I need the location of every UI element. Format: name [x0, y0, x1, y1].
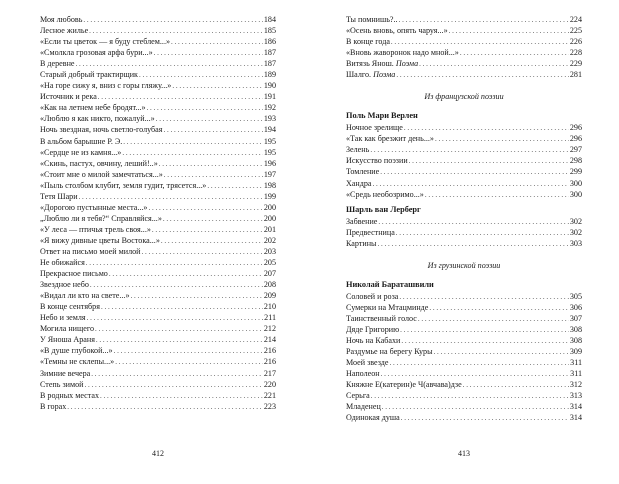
dot-leader	[123, 137, 263, 148]
toc-entry-title: «Пыль столбом клубит, земля гудит, трясется...»	[40, 180, 207, 190]
toc-entry-page: 216	[263, 357, 276, 367]
toc-entry	[40, 58, 276, 69]
toc-entry-title: Моей звезде	[346, 358, 389, 368]
dot-leader	[154, 48, 263, 59]
toc-entry-title: «Как на летнем небе бродят...»	[40, 103, 146, 113]
toc-entry	[346, 166, 582, 177]
dot-leader	[86, 258, 263, 269]
toc-group-lerberghe	[346, 216, 582, 249]
dot-leader	[396, 70, 569, 81]
toc-entry-title: Источник и река	[40, 92, 97, 102]
toc-entry-page: 200	[263, 213, 276, 223]
toc-group-top	[346, 14, 582, 80]
toc-entry-page: 187	[263, 59, 276, 69]
toc-entry	[40, 345, 276, 356]
toc-entry-page: 201	[263, 224, 276, 234]
dot-leader	[377, 239, 568, 250]
toc-entry	[346, 291, 582, 302]
dot-leader	[101, 302, 263, 313]
toc-entry-page: 223	[263, 401, 276, 411]
toc-entry	[40, 14, 276, 25]
toc-entry	[40, 312, 276, 323]
toc-entry-page: 191	[263, 92, 276, 102]
toc-entry-page: 185	[263, 26, 276, 36]
toc-entry-page: 192	[263, 103, 276, 113]
toc-entry	[346, 155, 582, 166]
toc-entry-page: 209	[263, 291, 276, 301]
toc-entry	[346, 144, 582, 155]
toc-entry-page: 311	[570, 369, 582, 379]
dot-leader	[400, 325, 569, 336]
toc-entry-title: «Так как брезжит день...»	[346, 134, 434, 144]
toc-entry	[346, 178, 582, 189]
section-title-georgian: Из грузинской поэзии	[427, 260, 501, 270]
toc-entry	[40, 235, 276, 246]
toc-entry-title: «Темны не склепы...»	[40, 357, 115, 367]
toc-entry	[346, 25, 582, 36]
toc-entry-page: 298	[569, 156, 582, 166]
toc-entry-page: 212	[263, 324, 276, 334]
toc-entry-title: Небо и земля	[40, 313, 86, 323]
toc-entry	[40, 301, 276, 312]
toc-entry-title: В горах	[40, 401, 67, 411]
toc-entry	[346, 412, 582, 423]
toc-entry	[40, 202, 276, 213]
dot-leader	[434, 347, 569, 358]
toc-entry-page: 308	[569, 324, 582, 334]
toc-entry-page: 211	[264, 313, 276, 323]
dot-leader	[67, 402, 263, 413]
toc-entry-page: 189	[263, 70, 276, 80]
dot-leader	[163, 214, 263, 225]
toc-entry	[346, 238, 582, 249]
toc-entry	[40, 136, 276, 147]
toc-entry-page: 205	[263, 258, 276, 268]
toc-entry-title: «В душе глубокой...»	[40, 346, 113, 356]
dot-leader	[152, 225, 263, 236]
toc-entry	[346, 69, 582, 80]
dot-leader	[449, 26, 569, 37]
toc-entry-title: «Я вижу дивные цветы Востока...»	[40, 235, 160, 245]
toc-entry-page: 281	[569, 70, 582, 80]
toc-entry-title: «Если ты цветок — я буду стеблем...»	[40, 37, 171, 47]
dot-leader	[378, 217, 568, 228]
dot-leader	[141, 247, 262, 258]
toc-entry-title: Забвение	[346, 216, 378, 226]
toc-entry-title: Прекрасное письмо	[40, 269, 108, 279]
toc-entry-title: Зимние вечера	[40, 368, 91, 378]
toc-entry-title: У Янoша Араня	[40, 335, 95, 345]
toc-entry	[40, 80, 276, 91]
dot-leader	[460, 48, 569, 59]
dot-leader	[83, 15, 262, 26]
toc-entry-page: 306	[569, 302, 582, 312]
toc-entry-page: 184	[263, 15, 276, 24]
toc-group-verlaine	[346, 122, 582, 199]
toc-entry	[40, 69, 276, 80]
page-number-left: 412	[152, 449, 164, 458]
toc-group-baratashvili	[346, 291, 582, 424]
dot-leader	[172, 81, 263, 92]
dot-leader	[95, 324, 263, 335]
toc-entry	[40, 356, 276, 367]
toc-entry-title: Одинокая душа	[346, 413, 400, 423]
toc-entry-page: 208	[263, 280, 276, 290]
toc-entry-title: Картины	[346, 238, 377, 248]
dot-leader	[382, 402, 569, 413]
toc-entry-title: «Вновь жаворонок надо мной...»	[346, 48, 459, 58]
toc-entry-page: 207	[263, 269, 276, 279]
dot-leader	[418, 314, 569, 325]
toc-entry-page: 312	[569, 380, 582, 390]
toc-entry-page: 311	[570, 358, 582, 368]
dot-leader	[161, 236, 263, 247]
toc-entry	[346, 36, 582, 47]
toc-entry-title: Ночь звездная, ночь светло-голубая	[40, 125, 163, 135]
toc-entry-page: 187	[263, 48, 276, 58]
toc-entry-title: «Скинь, пастух, овчину, леший!..»	[40, 158, 158, 168]
dot-leader	[156, 114, 263, 125]
toc-entry	[40, 334, 276, 345]
toc-entry-page: 228	[569, 48, 582, 58]
toc-entry-page: 314	[569, 402, 582, 412]
toc-entry	[346, 346, 582, 357]
toc-entry-page: 220	[263, 379, 276, 389]
toc-entry-title: Звездное небо	[40, 280, 89, 290]
toc-entry-page: 303	[569, 238, 582, 248]
toc-entry-title: Не обижайся	[40, 258, 85, 268]
toc-entry-page: 300	[569, 178, 582, 188]
toc-entry-title: Томление	[346, 167, 380, 177]
toc-entry-title: Дяде Григорию	[346, 324, 400, 334]
dot-leader	[435, 134, 569, 145]
toc-entry-page: 198	[263, 180, 276, 190]
dot-leader	[409, 156, 569, 167]
toc-entry-title: Шалго. Поэма	[346, 70, 396, 80]
toc-entry	[40, 390, 276, 401]
author-lerberghe: Шарль ван Лерберг	[346, 204, 421, 214]
toc-entry-title: Зелень	[346, 145, 370, 155]
toc-entry-page: 186	[263, 37, 276, 47]
toc-entry	[40, 368, 276, 379]
toc-entry	[346, 302, 582, 313]
dot-leader	[171, 37, 263, 48]
toc-entry-page: 296	[569, 134, 582, 144]
toc-entry	[40, 213, 276, 224]
toc-entry-title: В конце года	[346, 37, 390, 47]
toc-entry	[40, 124, 276, 135]
toc-entry	[40, 91, 276, 102]
toc-entry	[40, 290, 276, 301]
toc-entry	[40, 113, 276, 124]
toc-entry	[346, 368, 582, 379]
dot-leader	[425, 190, 569, 201]
dot-leader	[96, 335, 263, 346]
toc-entry-title: Ночь на Кабахи	[346, 335, 401, 345]
toc-entry-title: «Средь необозримо...»	[346, 189, 424, 199]
dot-leader	[419, 59, 569, 70]
toc-entry-title: Раздумье на берегу Куры	[346, 346, 433, 356]
toc-entry-page: 313	[569, 391, 582, 401]
toc-entry-title: Сумерки на Мтацминде	[346, 302, 429, 312]
toc-entry-page: 197	[263, 169, 276, 179]
toc-entry-page: 224	[569, 15, 582, 24]
toc-entry-title: «Осень вновь, опять чаруя...»	[346, 26, 448, 36]
toc-entry	[40, 36, 276, 47]
toc-entry-page: 217	[263, 368, 276, 378]
toc-entry-title: В конце сентября	[40, 302, 100, 312]
toc-entry-page: 199	[263, 191, 276, 201]
toc-entry	[346, 216, 582, 227]
toc-entry-page: 296	[569, 123, 582, 133]
toc-entry	[40, 246, 276, 257]
toc-entry	[40, 257, 276, 268]
toc-entry-title: Степь зимой	[40, 379, 84, 389]
toc-entry	[346, 47, 582, 58]
toc-entry	[40, 224, 276, 235]
dot-leader	[390, 358, 570, 369]
toc-entry-page: 190	[263, 81, 276, 91]
toc-entry-title: Могила нищего	[40, 324, 95, 334]
dot-leader	[159, 159, 263, 170]
dot-leader	[429, 303, 568, 314]
toc-entry-page: 195	[263, 136, 276, 146]
toc-entry-page: 302	[569, 227, 582, 237]
toc-entry	[346, 189, 582, 200]
toc-entry-page: 225	[569, 26, 582, 36]
toc-entry	[40, 379, 276, 390]
toc-entry-title: Лесное жилье	[40, 26, 89, 36]
toc-entry-page: 300	[569, 189, 582, 199]
toc-entry	[346, 58, 582, 69]
toc-entry	[40, 323, 276, 334]
toc-entry-title: «Видал ли кто на свете...»	[40, 291, 130, 301]
toc-entry-page: 210	[263, 302, 276, 312]
toc-entry-page: 194	[263, 125, 276, 135]
left-page	[40, 0, 276, 484]
toc-entry-page: 309	[569, 346, 582, 356]
toc-entry	[346, 14, 582, 25]
dot-leader	[207, 181, 263, 192]
right-page	[346, 0, 582, 484]
toc-entry-title: Старый добрый трактирщик	[40, 70, 138, 80]
toc-entry	[346, 390, 582, 401]
dot-leader	[164, 125, 263, 136]
toc-entry-page: 314	[569, 413, 582, 423]
toc-entry	[346, 133, 582, 144]
toc-entry-title: «Люблю я как никто, пожалуй...»	[40, 114, 155, 124]
toc-entry	[40, 25, 276, 36]
toc-entry-title: «Дорогою пустынные места...»	[40, 202, 148, 212]
toc-entry-page: 195	[263, 147, 276, 157]
toc-entry	[40, 147, 276, 158]
dot-leader	[115, 357, 263, 368]
toc-entry	[40, 401, 276, 412]
toc-entry-title: Предвестница	[346, 227, 395, 237]
dot-leader	[131, 291, 263, 302]
dot-leader	[85, 380, 263, 391]
toc-entry-page: 297	[569, 145, 582, 155]
toc-entry-title: Соловей и роза	[346, 291, 399, 301]
toc-entry	[40, 268, 276, 279]
toc-entry	[346, 227, 582, 238]
toc-entry-title: Моя любовь	[40, 15, 83, 24]
toc-entry-page: 216	[263, 346, 276, 356]
toc-entry	[40, 279, 276, 290]
toc-entry-title: «На горе сижу я, вниз с горы гляжу...»	[40, 81, 172, 91]
dot-leader	[396, 228, 569, 239]
dot-leader	[148, 203, 262, 214]
toc-entry-title: „Люблю ли я тебя?“ Справляйся...»	[40, 213, 162, 223]
toc-entry-title: Ночное зрелище	[346, 123, 403, 133]
toc-entry-page: 226	[569, 37, 582, 47]
dot-leader	[401, 413, 569, 424]
toc-entry-title: Витязь Янош. Поэма	[346, 59, 419, 69]
toc-entry	[40, 169, 276, 180]
toc-entry	[40, 191, 276, 202]
toc-entry-genre: Поэма	[373, 70, 396, 80]
dot-leader	[109, 269, 263, 280]
toc-entry-page: 196	[263, 158, 276, 168]
dot-leader	[91, 369, 263, 380]
toc-entry	[40, 158, 276, 169]
toc-entry	[346, 324, 582, 335]
toc-entry	[346, 122, 582, 133]
toc-entry-title: Таинственный голос	[346, 313, 417, 323]
toc-entry	[40, 47, 276, 58]
toc-entry-title: «У леса — птичья трель своя...»	[40, 224, 151, 234]
toc-entry-title: Серьга	[346, 391, 370, 401]
toc-entry	[346, 401, 582, 412]
dot-leader	[100, 391, 263, 402]
toc-entry-title: Тетя Шари	[40, 191, 78, 201]
author-baratashvili: Николай Бараташвили	[346, 279, 434, 289]
page-number-right: 413	[458, 449, 470, 458]
toc-entry-title: Младенец	[346, 402, 381, 412]
toc-entry-page: 308	[569, 335, 582, 345]
toc-entry-title: Искусство поэзии	[346, 156, 408, 166]
toc-entry-title: «Стоит мне о милой замечтаться...»	[40, 169, 163, 179]
toc-entry-title: «Смолкла грозовая арфа бури...»	[40, 48, 153, 58]
toc-entry-title: Хандра	[346, 178, 372, 188]
toc-entry	[346, 335, 582, 346]
toc-entry-title: В альбом барышне Р. Э.	[40, 136, 123, 146]
toc-entry	[346, 313, 582, 324]
dot-leader	[114, 346, 263, 357]
dot-leader	[380, 167, 569, 178]
toc-entry-page: 229	[569, 59, 582, 69]
toc-entry	[40, 180, 276, 191]
toc-entry-title: В деревне	[40, 59, 75, 69]
toc-entry-title: Ты помнишь?..	[346, 15, 398, 24]
toc-entry-page: 302	[569, 216, 582, 226]
toc-entry	[40, 102, 276, 113]
toc-entry-genre: Поэма	[395, 59, 419, 69]
toc-entry-title: Княжне Е(катерин)е Ч(авчава)дзе	[346, 380, 462, 390]
left-toc	[40, 14, 276, 412]
dot-leader	[147, 103, 263, 114]
toc-entry	[346, 357, 582, 368]
toc-entry-page: 299	[569, 167, 582, 177]
toc-entry-title: Ответ на письмо моей милой	[40, 246, 141, 256]
toc-entry-page: 214	[263, 335, 276, 345]
dot-leader	[371, 391, 569, 402]
toc-entry-page: 202	[263, 235, 276, 245]
toc-entry-title: Наполеон	[346, 369, 380, 379]
toc-entry-title: «Сердце не из камня...»	[40, 147, 122, 157]
dot-leader	[87, 313, 264, 324]
toc-entry	[346, 379, 582, 390]
toc-entry-page: 221	[263, 390, 276, 400]
author-verlaine: Поль Мари Верлен	[346, 111, 418, 121]
toc-entry-page: 305	[569, 291, 582, 301]
toc-entry-page: 203	[263, 246, 276, 256]
section-title-french: Из французской поэзии	[424, 92, 504, 102]
toc-entry-page: 193	[263, 114, 276, 124]
toc-entry-page: 307	[569, 313, 582, 323]
toc-entry-title: В родных местах	[40, 390, 100, 400]
toc-entry-page: 200	[263, 202, 276, 212]
right-toc	[346, 14, 582, 423]
dot-leader	[463, 380, 569, 391]
